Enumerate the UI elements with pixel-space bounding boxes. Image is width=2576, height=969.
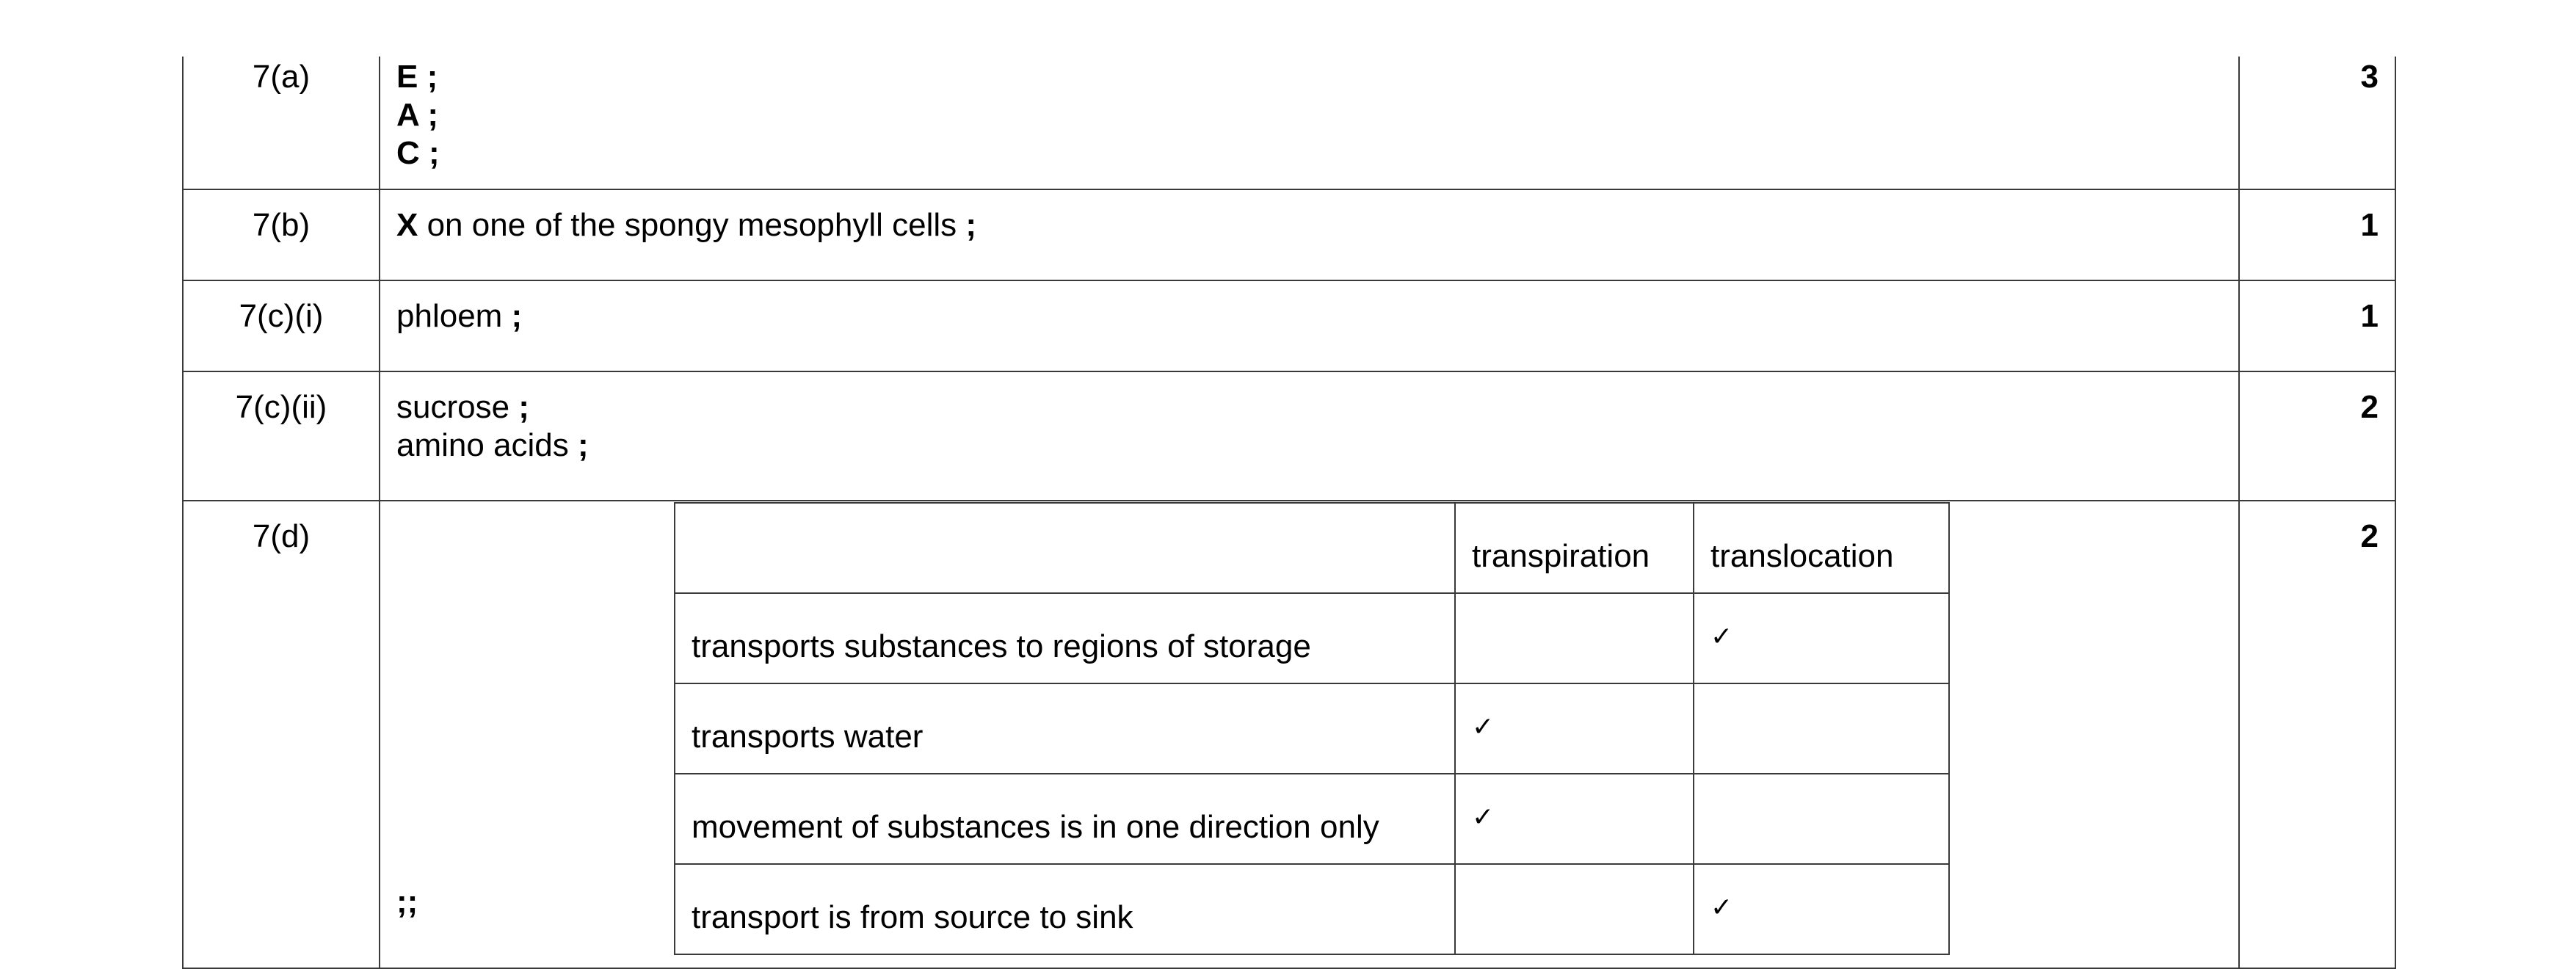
mark-scheme-table: [182, 57, 2396, 969]
answer-text: phloem: [396, 298, 512, 334]
question-number: 7(d): [252, 518, 311, 554]
answer-line: [396, 134, 2238, 173]
comparison-row: [675, 774, 1949, 864]
question-number-cell: [183, 57, 380, 189]
answer-line: [396, 427, 2238, 465]
translocation-cell: [1694, 683, 1949, 774]
header-blank-cell: [675, 503, 1455, 593]
answer-letter: A: [396, 97, 419, 133]
header-translocation: translocation: [1694, 503, 1949, 593]
question-number: 7(b): [252, 207, 311, 243]
answer-cell: [380, 57, 2239, 189]
statement-cell: transport is from source to sink: [675, 864, 1455, 954]
answer-letter: C: [396, 135, 420, 171]
marks-value: 1: [2360, 207, 2379, 243]
comparison-row: [675, 593, 1949, 683]
answer-table-wrapper: [380, 501, 2238, 951]
answer-semicolons: ;;: [396, 884, 418, 920]
answer-text: sucrose: [396, 389, 519, 425]
translocation-cell: [1694, 593, 1949, 683]
translocation-cell: [1694, 864, 1949, 954]
answer-letter: E: [396, 59, 418, 95]
answer-semicolon: ;: [511, 298, 523, 334]
marks-cell: [2239, 280, 2395, 371]
question-number-cell: [183, 501, 380, 968]
marks-cell: [2239, 371, 2395, 501]
marks-cell: [2239, 57, 2395, 189]
answer-line: [396, 58, 2238, 96]
statement-cell: transports water: [675, 683, 1455, 774]
answer-semicolon: ;: [418, 97, 439, 133]
answer-semicolon: ;: [419, 135, 440, 171]
marks-value: 3: [2360, 59, 2379, 95]
comparison-header-row: [675, 503, 1949, 593]
question-number: 7(a): [252, 59, 311, 95]
comparison-row: [675, 683, 1949, 774]
question-number-cell: [183, 371, 380, 501]
question-number: 7(c)(ii): [235, 389, 327, 425]
statement-cell: transports substances to regions of storage: [675, 593, 1455, 683]
answer-cell: [380, 189, 2239, 280]
tick-mark: ✓: [1472, 712, 1495, 742]
question-number-cell: [183, 189, 380, 280]
answer-text: on one of the spongy mesophyll cells: [418, 207, 966, 243]
answer-bold-label: X: [396, 207, 418, 243]
transpiration-cell: [1455, 774, 1694, 864]
marks-value: 1: [2360, 298, 2379, 334]
marks-cell: [2239, 501, 2395, 968]
transpiration-cell: [1455, 864, 1694, 954]
answer-cell: [380, 371, 2239, 501]
transpiration-cell: [1455, 593, 1694, 683]
answer-cell: [380, 280, 2239, 371]
marks-value: 2: [2360, 389, 2379, 425]
answer-semicolon: ;: [418, 59, 438, 95]
question-number: 7(c)(i): [239, 298, 324, 334]
question-number-cell: [183, 280, 380, 371]
transport-comparison-table: [674, 502, 1950, 955]
translocation-cell: [1694, 774, 1949, 864]
answer-semicolon: ;: [518, 389, 529, 425]
answer-semicolon: ;: [965, 207, 977, 243]
header-transpiration: transpiration: [1455, 503, 1694, 593]
tick-mark: ✓: [1710, 893, 1733, 923]
mark-scheme-row-7ci: [183, 280, 2395, 371]
mark-scheme-row-7a: [183, 57, 2395, 189]
tick-mark: ✓: [1710, 622, 1733, 652]
marks-cell: [2239, 189, 2395, 280]
mark-scheme-row-7cii: [183, 371, 2395, 501]
mark-scheme-row-7d: [183, 501, 2395, 968]
mark-scheme-row-7b: [183, 189, 2395, 280]
marks-value: 2: [2360, 518, 2379, 554]
answer-text: amino acids: [396, 427, 578, 463]
tick-mark: ✓: [1472, 802, 1495, 832]
answer-semicolon: ;: [578, 427, 589, 463]
comparison-row: [675, 864, 1949, 954]
answer-line: [396, 96, 2238, 134]
statement-cell: movement of substances is in one direction only: [675, 774, 1455, 864]
transpiration-cell: [1455, 683, 1694, 774]
answer-line: [396, 388, 2238, 427]
answer-cell: [380, 501, 2239, 968]
